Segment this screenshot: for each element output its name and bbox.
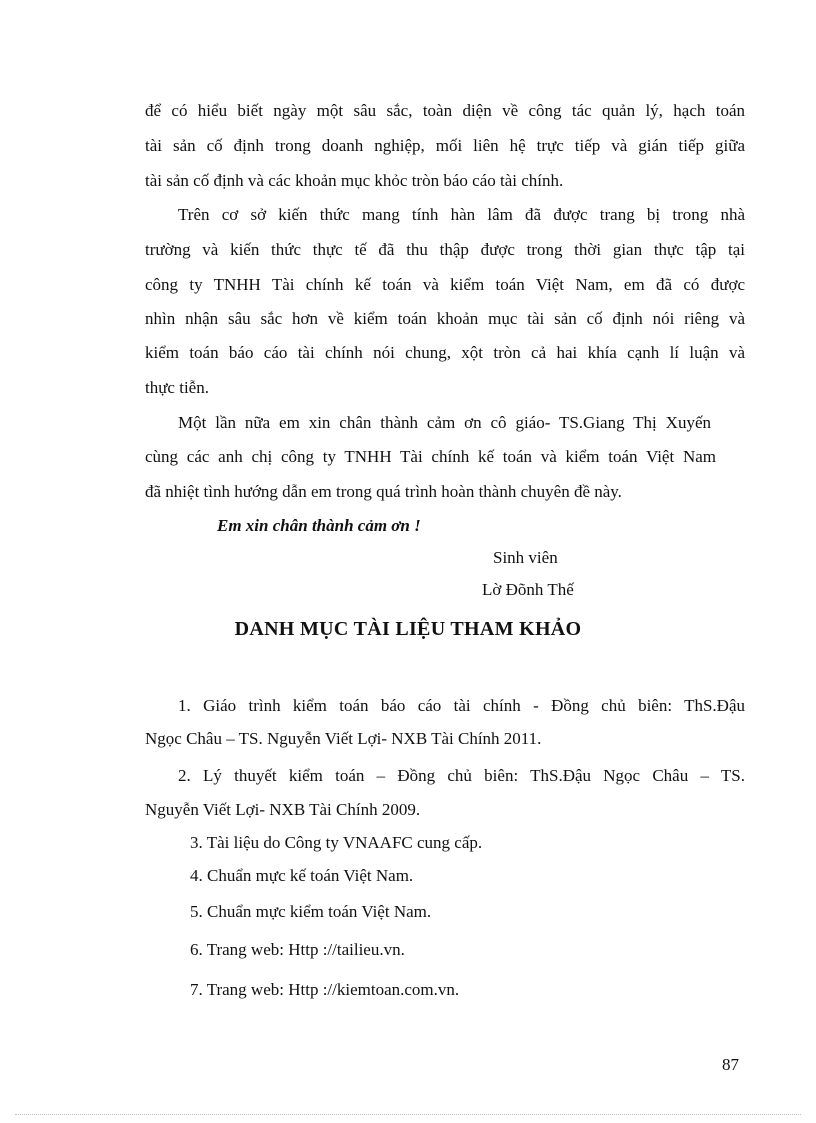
signature-name: Lờ Đõnh Thế	[482, 580, 574, 599]
reference-item: 3. Tài liệu do Công ty VNAAFC cung cấp.	[190, 833, 483, 852]
page-number: 87	[722, 1055, 739, 1074]
reference-item-cont: Nguyễn Viết Lợi- NXB Tài Chính 2009.	[145, 800, 421, 819]
page-footer-divider	[15, 1114, 801, 1115]
body-text-line: tài sản cố định trong doanh nghiệp, mối liên hệ trực tiếp và gián tiếp giữa	[145, 136, 745, 155]
body-text-line: tài sản cố định và các khoản mục khỏc tròn báo cáo tài chính.	[145, 171, 564, 190]
body-text-line: Một lần nữa em xin chân thành cảm ơn cô giáo- TS.Giang Thị Xuyến	[178, 413, 711, 432]
reference-item: 1. Giáo trình kiểm toán báo cáo tài chính - Đồng chủ biên: ThS.Đậu	[178, 696, 745, 715]
reference-item: 4. Chuẩn mực kế toán Việt Nam.	[190, 866, 414, 885]
body-text-line: đã nhiệt tình hướng dẫn em trong quá trình hoàn thành chuyên đề này.	[145, 482, 622, 501]
body-text-line: cùng các anh chị công ty TNHH Tài chính kế toán và kiểm toán Việt Nam	[145, 447, 716, 466]
reference-item: 6. Trang web: Http ://tailieu.vn.	[190, 940, 405, 959]
signature-role: Sinh viên	[493, 548, 558, 567]
body-text-line: nhìn nhận sâu sắc hơn về kiểm toán khoản mục tài sản cố định nói riêng và	[145, 309, 745, 328]
reference-item: 2. Lý thuyết kiểm toán – Đồng chủ biên: ThS.Đậu Ngọc Châu – TS.	[178, 766, 745, 785]
body-text-line: trường và kiến thức thực tế đã thu thập được trong thời gian thực tập tại	[145, 240, 745, 259]
body-text-line: kiểm toán báo cáo tài chính nói chung, xột tròn cả hai khía cạnh lí luận và	[145, 343, 745, 362]
reference-item: 5. Chuẩn mực kiểm toán Việt Nam.	[190, 902, 432, 921]
references-heading: DANH MỤC TÀI LIỆU THAM KHẢO	[234, 618, 582, 640]
body-text-line: thực tiễn.	[145, 378, 209, 397]
body-text-line: Trên cơ sở kiến thức mang tính hàn lâm đã được trang bị trong nhà	[178, 205, 745, 224]
thanks-line: Em xin chân thành cảm ơn !	[217, 516, 421, 535]
body-text-line: để có hiểu biết ngày một sâu sắc, toàn diện về công tác quản lý, hạch toán	[145, 101, 745, 120]
body-text-line: công ty TNHH Tài chính kế toán và kiểm toán Việt Nam, em đã có được	[145, 275, 745, 294]
reference-item-cont: Ngọc Châu – TS. Nguyễn Viết Lợi- NXB Tài Chính 2011.	[145, 729, 542, 748]
reference-item: 7. Trang web: Http ://kiemtoan.com.vn.	[190, 980, 460, 999]
